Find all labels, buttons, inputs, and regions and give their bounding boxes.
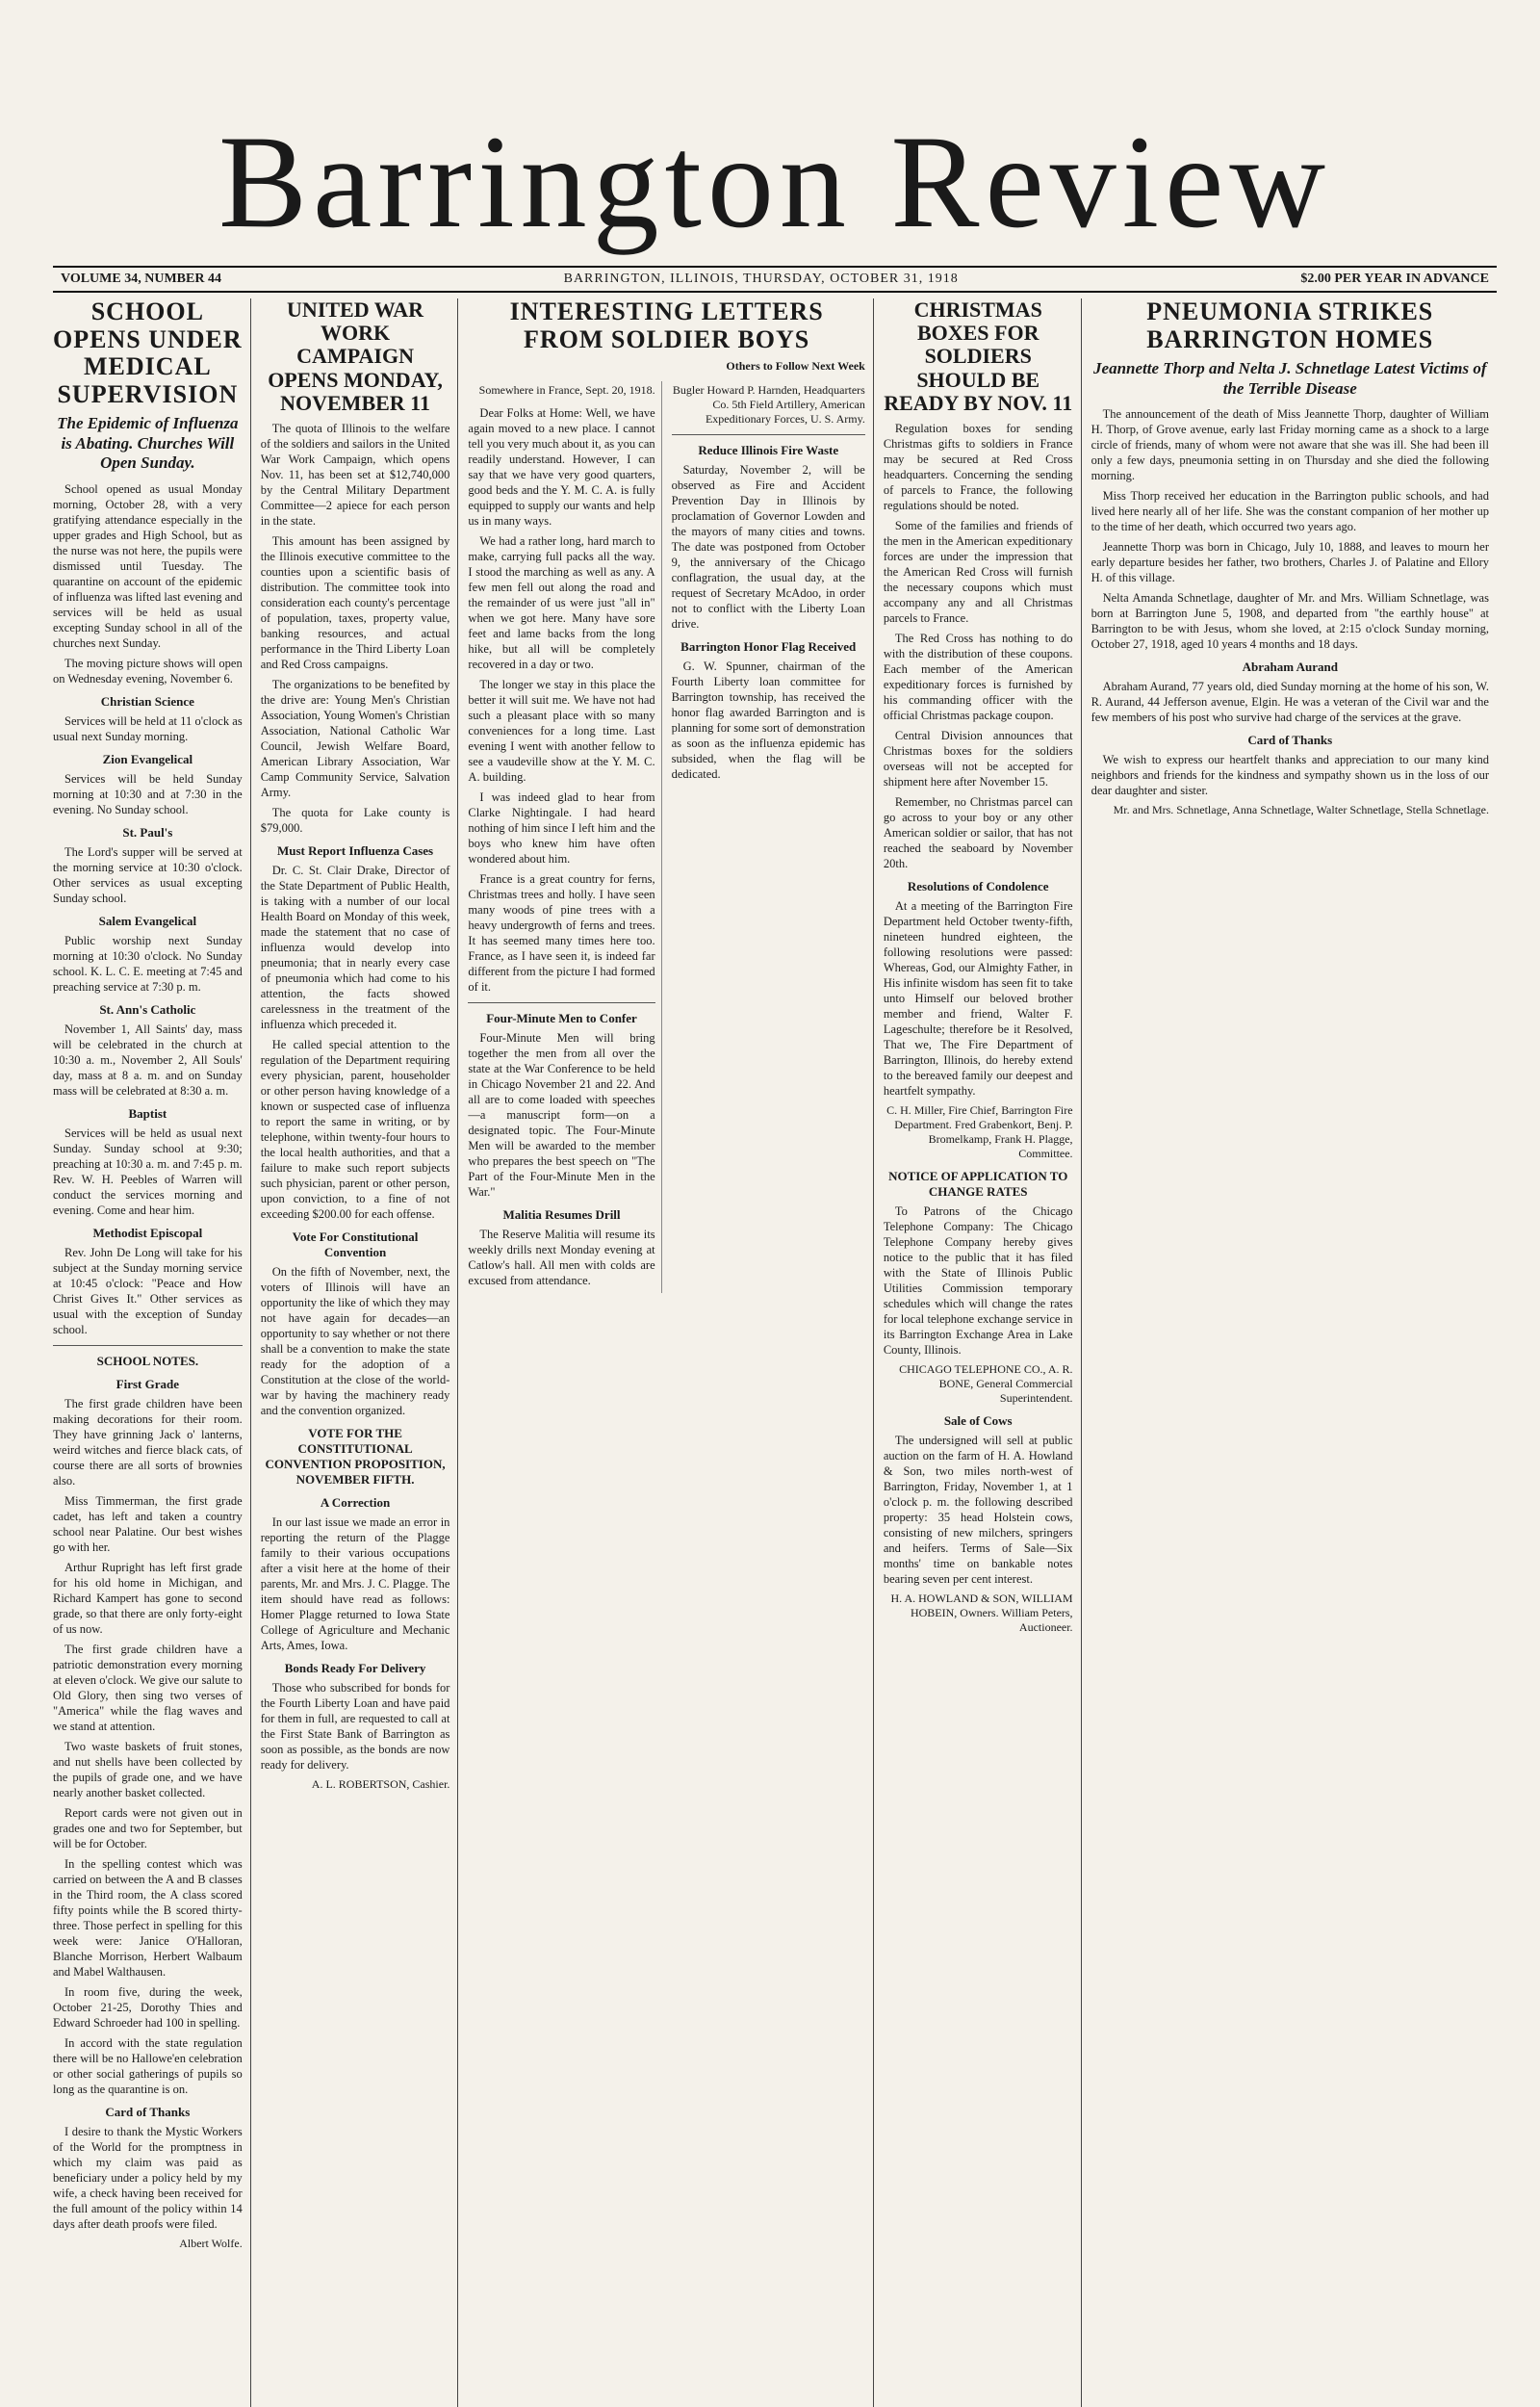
article-text: Services will be held at 11 o'clock as usual next Sunday morning. — [53, 713, 243, 743]
signature: Mr. and Mrs. Schnetlage, Anna Schnetlage, Walter Schnetlage, Stella Schnetlage. — [1113, 802, 1489, 816]
article-text: On the fifth of November, next, the voters of Illinois will have an opportunity the like of which they may not have again for decades—an opportunity to say whether or not there shall be a convention to make the state ready for the adoption of a Constitution at the close of the world-war by having the machinery ready and the convention organized. — [260, 1264, 450, 1417]
subhead: Card of Thanks — [1247, 732, 1333, 747]
article-text: I desire to thank the Mystic Workers of the World for the promptness in which my claim was paid as beneficiary under a policy held by my wife, a check having been received for the full amount of the policy within 14 days after death proofs were filed. — [53, 2124, 243, 2231]
article-text: Dear Folks at Home: Well, we have again moved to a new place. I cannot tell you very much about it, as you can readily understand. However, I can say that we have very good quarters, good beds and the Y. M. C. A. is fully equipped to supply our wants and help us in many ways. — [468, 406, 655, 529]
dateline-bar — [53, 266, 1497, 293]
subhead: NOTICE OF APPLICATION TO CHANGE RATES — [888, 1168, 1068, 1199]
article-text: Jeannette Thorp was born in Chicago, July 10, 1888, and leaves to mourn her early departure besides her father, two brothers, Charles J. of Palatine and Ellory H. of this village. — [1091, 539, 1489, 584]
article-text: Two waste baskets of fruit stones, and nut shells have been collected by the pupils of grade one, and we have nearly another basket collected. — [53, 1739, 243, 1799]
newspaper-page — [53, 108, 1497, 2340]
headline-war-work: UNITED WAR WORK CAMPAIGN OPENS MONDAY, NOVEMBER 11 — [268, 298, 443, 415]
article-text: The Red Cross has nothing to do with the distribution of these coupons. Each member of the American expeditionary forces is furnished by his commanding officer with the official Christmas package coupon. — [883, 631, 1073, 722]
subhead: Barrington Honor Flag Received — [680, 639, 857, 655]
signature: CHICAGO TELEPHONE CO., A. R. BONE, General Commercial Superintendent. — [899, 1361, 1073, 1405]
article-text: Arthur Rupright has left first grade for his old home in Michigan, and Richard Kampert has gone to second grade, so that there are only forty-eight of us now. — [53, 1560, 243, 1636]
article-text: Remember, no Christmas parcel can go across to your boy or any other American soldier or sailor, that has not reached the seaboard by November 20th. — [883, 794, 1073, 870]
article-text: G. W. Spunner, chairman of the Fourth Liberty loan committee for Barrington township, has received the honor flag awarded Barrington and is planning for some sort of demonstration as soon as the influenza epidemic has subsided, when the flag will be dedicated. — [671, 660, 865, 782]
headline-school-notes: SCHOOL NOTES. — [96, 1353, 199, 1368]
article-text: Miss Thorp received her education in the Barrington public schools, and had lived here nearly all of her life. She was the constant companion of her mother up to the time of her death, which occurred two years ago. — [1091, 488, 1489, 533]
article-text: To Patrons of the Chicago Telephone Company: The Chicago Telephone Company hereby gives notice to the public that it has filed with the State of Illinois Public Utilities Commission temporary schedules which will change the rates for local telephone exchange service in its Barrington Exchange Area in Lake County, Illinois. — [883, 1204, 1073, 1357]
article-text: The quota of Illinois to the welfare of the soldiers and sailors in the United War Work Campaign, which opens Nov. 11, has been set at $12,740,000 by the Central Military Department Committee—2 apiece for each person in the state. — [260, 421, 450, 528]
article-text: At a meeting of the Barrington Fire Department held October twenty-fifth, nineteen hundred eighteen, the following resolutions were passed: Whereas, God, our Almighty Father, in His infinite wisdom has seen fit to take unto Himself our beloved brother member and friend, Walter F. Lageschulte; therefore be it Resolved, That we, The Fire Department of Barrington, Illinois, do hereby extend to the bereaved family our deepest and heartfelt sympathy. — [883, 898, 1073, 1098]
subhead: A Correction — [320, 1494, 391, 1510]
article-text: Saturday, November 2, will be observed as Fire and Accident Prevention Day in Illinois by proclamation of Governor Lowden and the mayors of many cities and towns. The date was postponed from October 9, the anniversary of the Chicago conflagration, the usual day, at the request of Secretary McAdoo, in order not to conflict with the Liberty Loan drive. — [671, 463, 865, 632]
subhead: St. Ann's Catholic — [99, 1001, 196, 1017]
signature: C. H. Miller, Fire Chief, Barrington Fire Department. Fred Grabenkort, Benj. P. Bromelkamp, Frank H. Plagge, Committee. — [886, 1102, 1073, 1160]
column-school — [53, 298, 251, 2407]
divider — [672, 434, 865, 435]
subhead: St. Paul's — [122, 824, 173, 840]
subhead: Baptist — [128, 1105, 167, 1121]
article-text: The Reserve Malitia will resume its weekly drills next Monday evening at Catlow's hall. All men with colds are excused from attendance. — [468, 1228, 655, 1288]
subhead: Zion Evangelical — [102, 751, 193, 766]
article-text: This amount has been assigned by the Illinois executive committee to the counties upon a scientific basis of distribution. The committee took into consideration each county's percentage of population, taxes, property value, banking resources, and actual performance in the Third Liberty Loan and Red Cross campaigns. — [260, 533, 450, 671]
subscription-price: $2.00 PER YEAR IN ADVANCE — [1300, 272, 1489, 286]
article-text: The longer we stay in this place the better it will suit me. We have not had such a pleasant place with so many conveniences for a long time. Last evening I went with another fellow to see a vaudeville show at the Y. M. C. A. building. — [468, 678, 655, 785]
signature: H. A. HOWLAND & SON, WILLIAM HOBEIN, Owners. William Peters, Auctioneer. — [890, 1591, 1073, 1634]
letter-signature: Bugler Howard P. Harnden, Headquarters Co. 5th Field Artillery, American Expeditionary Forces, U. S. Army. — [672, 383, 865, 427]
article-text: In accord with the state regulation there will be no Hallowe'en celebration or other social gatherings of pupils so long as the quarantine is on. — [53, 2035, 243, 2096]
headline-pneumonia: PNEUMONIA STRIKES BARRINGTON HOMES — [1146, 298, 1434, 353]
subhead: Resolutions of Condolence — [907, 878, 1049, 893]
article-text: The moving picture shows will open on Wednesday evening, November 6. — [53, 656, 243, 686]
article-text: We had a rather long, hard march to make, carrying full packs all the way. I stood the marching as well as any. A few men fell out along the road and the remainder of us were just "all in" when we got here. Many have sore feet and lame backs from the long hike, but all will be completely recovered in a day or two. — [468, 534, 655, 672]
subhead: Bonds Ready For Delivery — [284, 1660, 426, 1675]
article-text: Dr. C. St. Clair Drake, Director of the State Department of Public Health, is taking with a number of our local Health Board on Monday of this week, made the statement that no case of influenza would develop into pneumonia; that in nearly every case of pneumonia which had come to his attention, the facts showed carelessness in the treatment of the influenza which preceded it. — [260, 863, 450, 1031]
article-text: In room five, during the week, October 21-25, Dorothy Thies and Edward Schroeder had 100 in spelling. — [53, 1984, 243, 2030]
signature: A. L. ROBERTSON, Cashier. — [311, 1776, 450, 1791]
deck-school-opens: The Epidemic of Influenza is Abating. Churches Will Open Sunday. — [57, 414, 239, 473]
article-text: Services will be held as usual next Sunday. Sunday school at 9:30; preaching at 10:30 a. m. and 7:45 p. m. Rev. W. H. Peebles of Warren will conduct the services morning and evening. Come and hear him. — [53, 1126, 243, 1217]
column-war-work — [261, 298, 459, 2407]
article-text: The Lord's supper will be served at the morning service at 10:30 o'clock. Other services as usual excepting Sunday school. — [53, 844, 243, 905]
article-text: The first grade children have a patriotic demonstration every morning at eleven o'clock. We give our salute to Old Glory, then sing two verses of "America" while the flag waves and we stand at attention. — [53, 1642, 243, 1733]
subhead: Methodist Episcopal — [92, 1225, 203, 1240]
column-soldier-letters — [468, 298, 873, 2407]
subhead: Reduce Illinois Fire Waste — [698, 443, 839, 458]
article-text: The organizations to be benefited by the drive are: Young Men's Christian Association, Young Women's Christian Association, National Catholic War Council, Jewish Welfare Board, American Library Association, War Camp Community Service, Salvation Army. — [260, 677, 450, 799]
letters-left — [468, 381, 661, 1293]
volume-number: VOLUME 34, NUMBER 44 — [61, 272, 221, 286]
article-text: Services will be held Sunday morning at 10:30 and at 7:30 in the evening. No Sunday school. — [53, 771, 243, 816]
article-text: Miss Timmerman, the first grade cadet, has left and taken a country school near Palatine. Our best wishes go with her. — [53, 1493, 243, 1554]
deck-pneumonia: Jeannette Thorp and Nelta J. Schnetlage Latest Victims of the Terrible Disease — [1093, 359, 1487, 398]
column-pneumonia — [1091, 298, 1497, 2407]
byline: Others to Follow Next Week — [726, 359, 865, 374]
article-text: Regulation boxes for sending Christmas gifts to soldiers in France may be secured at Red Cross headquarters. Concerning the sending of parcels to France, the following regulations should be noted. — [883, 421, 1073, 512]
article-text: Some of the families and friends of the men in the American expeditionary forces are under the impression that the American Red Cross will furnish the necessary coupons which must accompany any and all Christmas parcels to France. — [883, 518, 1073, 625]
columns — [53, 298, 1497, 2407]
place-date: BARRINGTON, ILLINOIS, THURSDAY, OCTOBER 31, 1918 — [563, 272, 959, 286]
subhead: Must Report Influenza Cases — [276, 842, 434, 858]
article-text: Nelta Amanda Schnetlage, daughter of Mr. and Mrs. William Schnetlage, was born at Barrington June 5, 1908, and departed from "the earthly house" at Barrington to be with Jesus, whom she loved, at 2:15 o'clock Sunday morning, October 27, 1918, aged 10 years 4 months and 18 days. — [1091, 590, 1489, 651]
subhead: Vote For Constitutional Convention — [292, 1229, 419, 1259]
article-text: I was indeed glad to hear from Clarke Nightingale. I had heard nothing of him since I left him and the boys who knew him have often wondered about him. — [468, 790, 655, 867]
vote-callout: VOTE FOR THE CONSTITUTIONAL CONVENTION PROPOSITION, NOVEMBER FIFTH. — [265, 1425, 446, 1487]
headline-soldier-letters: INTERESTING LETTERS FROM SOLDIER BOYS — [509, 298, 824, 353]
article-text: Rev. John De Long will take for his subject at the Sunday morning service at 10:45 o'clock: "Peace and How Christ Gives It." Other services as usual with the exception of Sunday school. — [53, 1245, 243, 1336]
article-text: France is a great country for ferns, Christmas trees and holly. I have seen many woods of pine trees with a heavy undergrowth of ferns and trees. It has seemed many times here too. France, as I have seen it, is indeed far different from the picture I had formed of it. — [468, 872, 655, 995]
article-text: The announcement of the death of Miss Jeannette Thorp, daughter of William H. Thorp, of Grove avenue, early last Friday morning came as a shock to a large circle of friends, many of whom were not aware that she was ill. She had been ill only a few days, pneumonia setting in on Thursday and she died the following morning. — [1091, 406, 1489, 482]
article-text: In the spelling contest which was carried on between the A and B classes in the Third room, the A class scored fifty points while the B scored thirty-three. Those perfect in spelling for this week were: Janice O'Halloran, Blanche Morrison, Herbert Walbaum and Mabel Walthausen. — [53, 1856, 243, 1979]
subhead: Malitia Resumes Drill — [502, 1207, 621, 1223]
headline-christmas-boxes: CHRISTMAS BOXES FOR SOLDIERS SHOULD BE READY BY NOV. 11 — [884, 298, 1073, 415]
letter-dateline: Somewhere in France, Sept. 20, 1918. — [478, 383, 655, 398]
article-text: School opened as usual Monday morning, October 28, with a very gratifying attendance especially in the upper grades and High School, but as the nurse was not here, the pupils were dismissed until Tuesday. The quarantine on account of the epidemic of influenza was lifted last evening and services will be held as usual excepting Sunday school in all of the churches next Sunday. — [53, 481, 243, 650]
signature: Albert Wolfe. — [179, 2236, 243, 2250]
article-text: Four-Minute Men will bring together the men from all over the state at the War Conference to be held in Chicago November 21 and 22. And all are to come loaded with speeches—a manuscript form—on a designated topic. The Four-Minute Men will be awarded to the member who prepares the best speech on "The Part of the Four-Minute Men in the War." — [468, 1031, 655, 1200]
article-text: Central Division announces that Christmas boxes for the soldiers overseas will not be accepted for shipment here after November 15. — [883, 728, 1073, 789]
divider — [53, 1345, 243, 1346]
letters-right — [672, 381, 865, 1293]
subhead: Christian Science — [100, 693, 194, 709]
subhead: Sale of Cows — [943, 1412, 1013, 1428]
article-text: He called special attention to the regulation of the Department requiring every physician, parent, householder or other person having knowledge of a known or suspected case of influenza to report the same in writing, or by telephone, within twenty-four hours to the local health authorities, and that a failure to make such report subjects such physician, parent or other person, upon conviction, to a fine of not exceeding $200.00 for each offense. — [260, 1037, 450, 1221]
subhead: Four-Minute Men to Confer — [486, 1011, 637, 1026]
article-text: The first grade children have been making decorations for their room. They have grinning Jack o' lanterns, weird witches and fierce black cats, of course there are all sorts of brownies also. — [53, 1396, 243, 1488]
article-text: November 1, All Saints' day, mass will be celebrated in the church at 10:30 a. m., November 2, All Souls' day, mass at 8 a. m. and on Sunday mass will be celebrated at 8:30 a. m. — [53, 1022, 243, 1098]
article-text: Public worship next Sunday morning at 10:30 o'clock. No Sunday school. K. L. C. E. meeting at 7:45 and preaching service at 7:30 p. m. — [53, 933, 243, 994]
column-christmas-boxes — [884, 298, 1082, 2407]
article-text: Report cards were not given out in grades one and two for September, but will be for October. — [53, 1805, 243, 1851]
article-text: Abraham Aurand, 77 years old, died Sunday morning at the home of his son, W. R. Aurand, 44 Jefferson avenue, Elgin. He was a veteran of the Civil war and the few members of his post who survive had charge of the services at the grave. — [1091, 679, 1489, 724]
masthead-title: Barrington Review — [218, 108, 1331, 255]
article-text: Those who subscribed for bonds for the Fourth Liberty Loan and have paid for them in full, are requested to call at the First State Bank of Barrington as soon as possible, as the bonds are now ready for delivery. — [260, 1680, 450, 1772]
headline-school-opens: SCHOOL OPENS UNDER MEDICAL SUPERVISION — [53, 298, 243, 408]
subhead: Salem Evangelical — [98, 913, 197, 928]
divider — [468, 1002, 654, 1003]
subhead: First Grade — [116, 1376, 180, 1391]
article-text: We wish to express our heartfelt thanks and appreciation to our many kind neighbors and friends for the kindness and sympathy shown us in the loss of our dear daughter and sister. — [1091, 752, 1489, 797]
subhead: Abraham Aurand — [1242, 659, 1338, 674]
article-text: In our last issue we made an error in reporting the return of the Plagge family to their various occupations after a visit here at the home of their parents, Mr. and Mrs. J. C. Plagge. The item should have read as follows: Homer Plagge returned to Iowa State College of Agriculture and Mechanic Arts, Ames, Iowa. — [260, 1514, 450, 1652]
article-text: The quota for Lake county is $79,000. — [260, 805, 450, 835]
subhead: Card of Thanks — [105, 2104, 191, 2119]
article-text: The undersigned will sell at public auction on the farm of H. A. Howland & Son, two miles north-west of Barrington, Friday, November 1, at 1 o'clock p. m. the following described property: 35 head Holstein cows, consisting of new milchers, springers and heifers. Terms of Sale—Six months' time on bankable notes bearing seven per cent interest. — [883, 1433, 1073, 1586]
letters-body — [468, 381, 864, 1293]
